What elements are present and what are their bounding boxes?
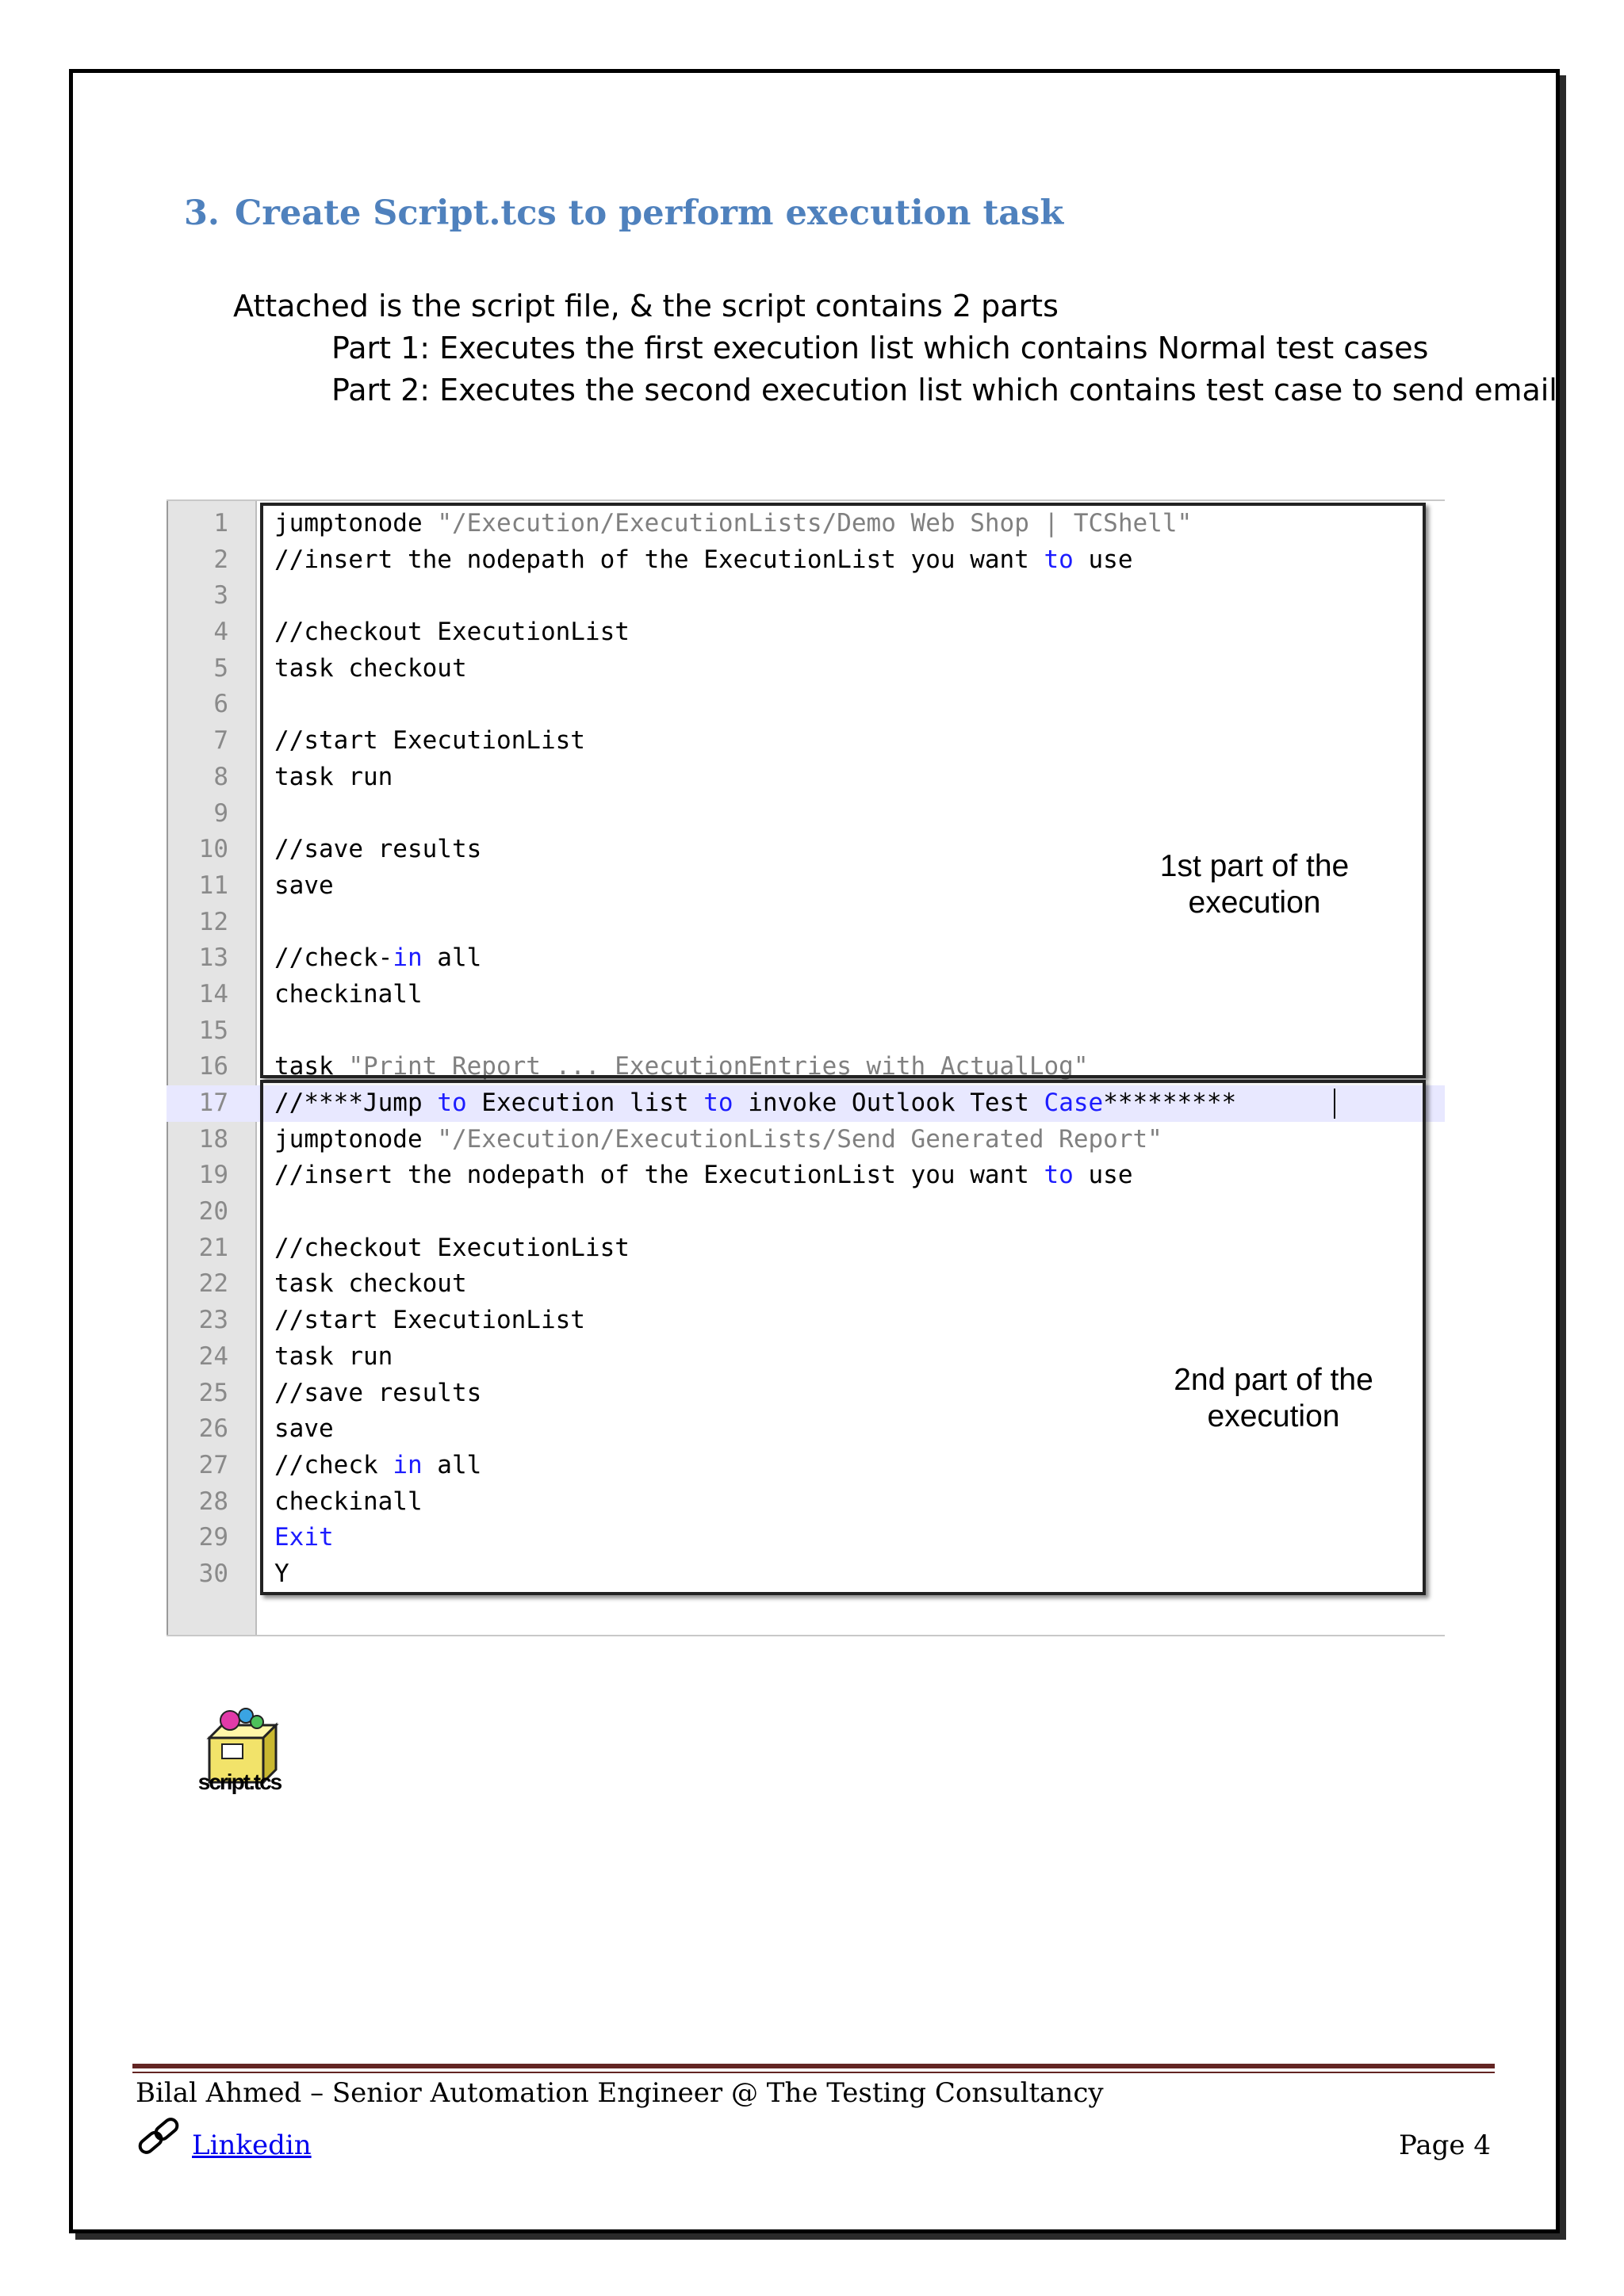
line-number: 30 — [198, 1559, 228, 1588]
code-text: //****Jump to Execution list to invoke Outlook Test Case********* — [274, 1089, 1237, 1117]
footer-author: Bilal Ahmed – Senior Automation Engineer @ The Testing Consultancy — [136, 2077, 1104, 2109]
line-number: 27 — [198, 1450, 228, 1479]
footer-rule — [132, 2064, 1495, 2075]
intro-line-3: Part 2: Executes the second execution list which contains test case to send email — [331, 373, 1557, 408]
line-number: 6 — [213, 690, 228, 719]
line-number: 20 — [198, 1197, 228, 1226]
line-number: 7 — [213, 726, 228, 756]
code-text: Y — [274, 1559, 289, 1588]
line-number: 10 — [198, 835, 228, 864]
line-number: 21 — [198, 1233, 228, 1262]
code-text: task run — [274, 1341, 393, 1371]
linkedin-link[interactable]: Linkedin — [192, 2130, 312, 2161]
code-text: task checkout — [274, 653, 467, 683]
line-number: 23 — [198, 1306, 228, 1335]
line-number: 24 — [198, 1341, 228, 1371]
code-text: //check in all — [274, 1450, 482, 1479]
line-number: 14 — [198, 979, 228, 1008]
intro-line-2: Part 1: Executes the first execution list which contains Normal test cases — [331, 331, 1429, 365]
line-number: 2 — [213, 545, 228, 574]
line-number: 5 — [213, 653, 228, 683]
code-text: //start ExecutionList — [274, 1306, 585, 1335]
line-number: 8 — [213, 762, 228, 791]
part-2-box — [260, 1080, 1426, 1595]
code-text: //start ExecutionList — [274, 726, 585, 756]
code-text: task run — [274, 762, 393, 791]
line-number: 15 — [198, 1016, 228, 1045]
code-text: task checkout — [274, 1269, 467, 1299]
section-title: Create Script.tcs to perform execution task — [235, 193, 1064, 233]
section-number: 3. — [184, 193, 220, 233]
line-number: 25 — [198, 1378, 228, 1407]
line-number: 13 — [198, 943, 228, 973]
code-text: task "Print Report ... ExecutionEntries with ActualLog" — [274, 1052, 1089, 1081]
line-number: 28 — [198, 1487, 228, 1516]
code-text: //insert the nodepath of the ExecutionList you want to use — [274, 545, 1133, 574]
part-1-box — [260, 503, 1426, 1078]
script-editor-screenshot — [167, 499, 1445, 1636]
code-text: checkinall — [274, 1487, 423, 1516]
line-number: 1 — [213, 509, 228, 538]
intro-line-1: Attached is the script file, & the script contains 2 parts — [233, 289, 1059, 323]
line-number: 9 — [213, 798, 228, 828]
page-number: Page 4 — [1399, 2130, 1491, 2161]
chain-link-icon — [133, 2110, 184, 2161]
code-text: Exit — [274, 1523, 334, 1552]
line-number: 11 — [198, 871, 228, 900]
part-2-label: 2nd part of the execution — [1174, 1363, 1373, 1433]
code-text: //checkout ExecutionList — [274, 618, 630, 647]
line-number: 22 — [198, 1269, 228, 1299]
attachment-filename[interactable]: script.tcs — [197, 1770, 282, 1794]
line-number: 18 — [198, 1124, 228, 1154]
line-number: 26 — [198, 1414, 228, 1444]
code-text: save — [274, 871, 334, 900]
line-number: 16 — [198, 1052, 228, 1081]
code-text: //check-in all — [274, 943, 482, 973]
line-number: 4 — [213, 618, 228, 647]
part-1-label: 1st part of the execution — [1159, 849, 1350, 920]
code-text: //save results — [274, 1378, 482, 1407]
code-text: //insert the nodepath of the ExecutionList you want to use — [274, 1161, 1133, 1190]
code-text: jumptonode "/Execution/ExecutionLists/Send Generated Report" — [274, 1124, 1162, 1154]
code-text: //save results — [274, 835, 482, 864]
code-text: save — [274, 1414, 334, 1444]
code-text: //checkout ExecutionList — [274, 1233, 630, 1262]
line-number: 19 — [198, 1161, 228, 1190]
line-number: 17 — [198, 1089, 228, 1117]
line-number: 12 — [198, 907, 228, 936]
line-number: 3 — [213, 581, 228, 610]
line-number: 29 — [198, 1523, 228, 1552]
intro-text — [233, 285, 1568, 411]
code-text: checkinall — [274, 979, 423, 1008]
section-heading — [184, 193, 1063, 233]
code-text: jumptonode "/Execution/ExecutionLists/Demo Web Shop | TCShell" — [274, 509, 1193, 538]
